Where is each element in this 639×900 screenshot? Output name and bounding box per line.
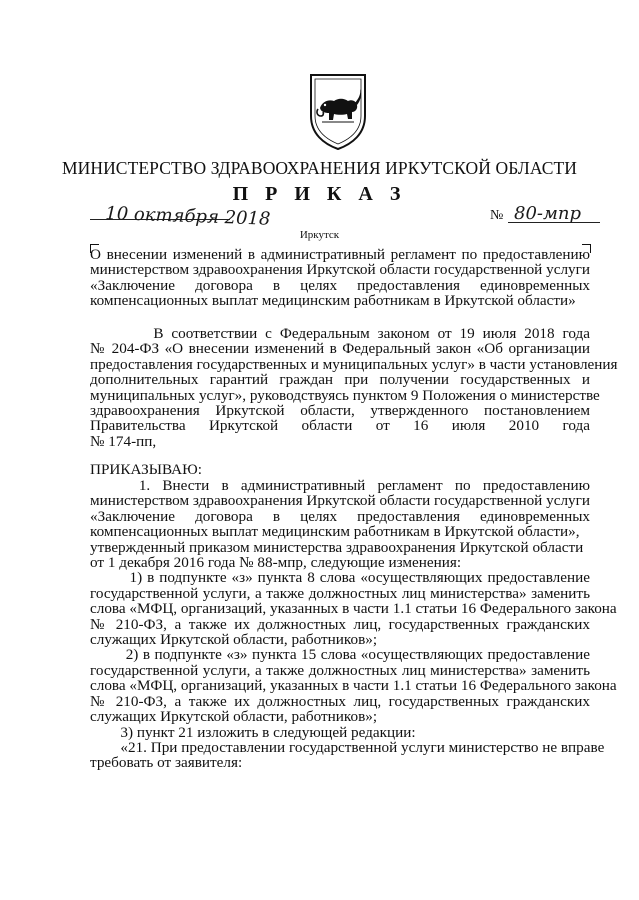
subject-line: О внесении изменений в административный регламент по предоставлению [90, 246, 590, 263]
subject-line: министерством здравоохранения Иркутской области государственной услуги [90, 261, 590, 279]
preamble-line: В соответствии с Федеральным законом от 19 июля 2018 года [90, 325, 590, 342]
preamble-line: № 204-ФЗ «О внесении изменений в Федеральный закон «Об организации [90, 340, 590, 358]
order-line: «21. При предоставлении государственной услуги министерство не вправе [90, 738, 605, 756]
number-sign: № [490, 208, 504, 223]
preamble-paragraph [90, 325, 618, 450]
subject-line: «Заключение договора в целях предоставления единовременных [90, 276, 590, 294]
irkutsk-coat-of-arms-emblem [308, 72, 368, 152]
handwritten-number: 80-мпр [514, 203, 582, 224]
handwritten-date: 10 октября 2018 [105, 203, 271, 230]
order-line: требовать от заявителя: [90, 754, 243, 772]
order-line: 1) в подпункте «з» пункта 8 слова «осуществляющих предоставление [90, 569, 590, 587]
preamble-line: Правительства Иркутской области от 16 июля 2010 года [90, 417, 590, 435]
order-line: 2) в подпункте «з» пункта 15 слова «осуществляющих предоставление [90, 646, 590, 664]
order-line: утвержденный приказом министерства здравоохранения Иркутской области [90, 538, 584, 556]
order-paragraphs [90, 477, 617, 772]
order-line: № 210-ФЗ, а также их должностных лиц, государственных гражданских [90, 615, 590, 633]
order-line: от 1 декабря 2016 года № 88-мпр, следующие изменения: [90, 554, 462, 572]
order-line: 1. Внести в административный регламент по предоставлению [90, 477, 590, 494]
order-line: государственной услуги, а также должностных лиц министерства» заменить [90, 661, 590, 679]
preamble-line: предоставления государственных и муниципальных услуг» в части установления [90, 355, 618, 373]
order-line: министерством здравоохранения Иркутской области государственной услуги [90, 492, 590, 510]
order-line: служащих Иркутской области, работников»; [90, 708, 378, 726]
order-line: «Заключение договора в целях предоставления единовременных [90, 507, 590, 525]
order-line: слова «МФЦ, организаций, указанных в части 1.1 статьи 16 Федерального закона [90, 600, 617, 618]
order-line: государственной услуги, а также должностных лиц министерства» заменить [90, 584, 590, 602]
order-line: 3) пункт 21 изложить в следующей редакции: [90, 723, 416, 741]
order-line: № 210-ФЗ, а также их должностных лиц, государственных гражданских [90, 692, 590, 710]
document-title: П Р И К А З [232, 183, 407, 205]
subject-line: компенсационных выплат медицинским работникам в Иркутской области» [90, 292, 576, 310]
preamble-line: № 174-пп, [90, 432, 157, 450]
subject-paragraph [90, 247, 590, 309]
preamble-line: муниципальных услуг», руководствуясь пунктом 9 Положения о министерстве [90, 386, 600, 404]
order-line: компенсационных выплат медицинским работникам в Иркутской области», [90, 523, 580, 541]
decree-word: ПРИКАЗЫВАЮ: [90, 461, 202, 478]
order-line: слова «МФЦ, организаций, указанных в части 1.1 статьи 16 Федерального закона [90, 677, 617, 695]
ministry-heading: МИНИСТЕРСТВО ЗДРАВООХРАНЕНИЯ ИРКУТСКОЙ ОБЛАСТИ [61, 158, 578, 178]
city-label: Иркутск [299, 229, 340, 241]
order-line: служащих Иркутской области, работников»; [90, 631, 378, 649]
preamble-line: дополнительных гарантий граждан при получении государственных и [90, 371, 590, 389]
preamble-line: здравоохранения Иркутской области, утвержденного постановлением [90, 402, 590, 420]
